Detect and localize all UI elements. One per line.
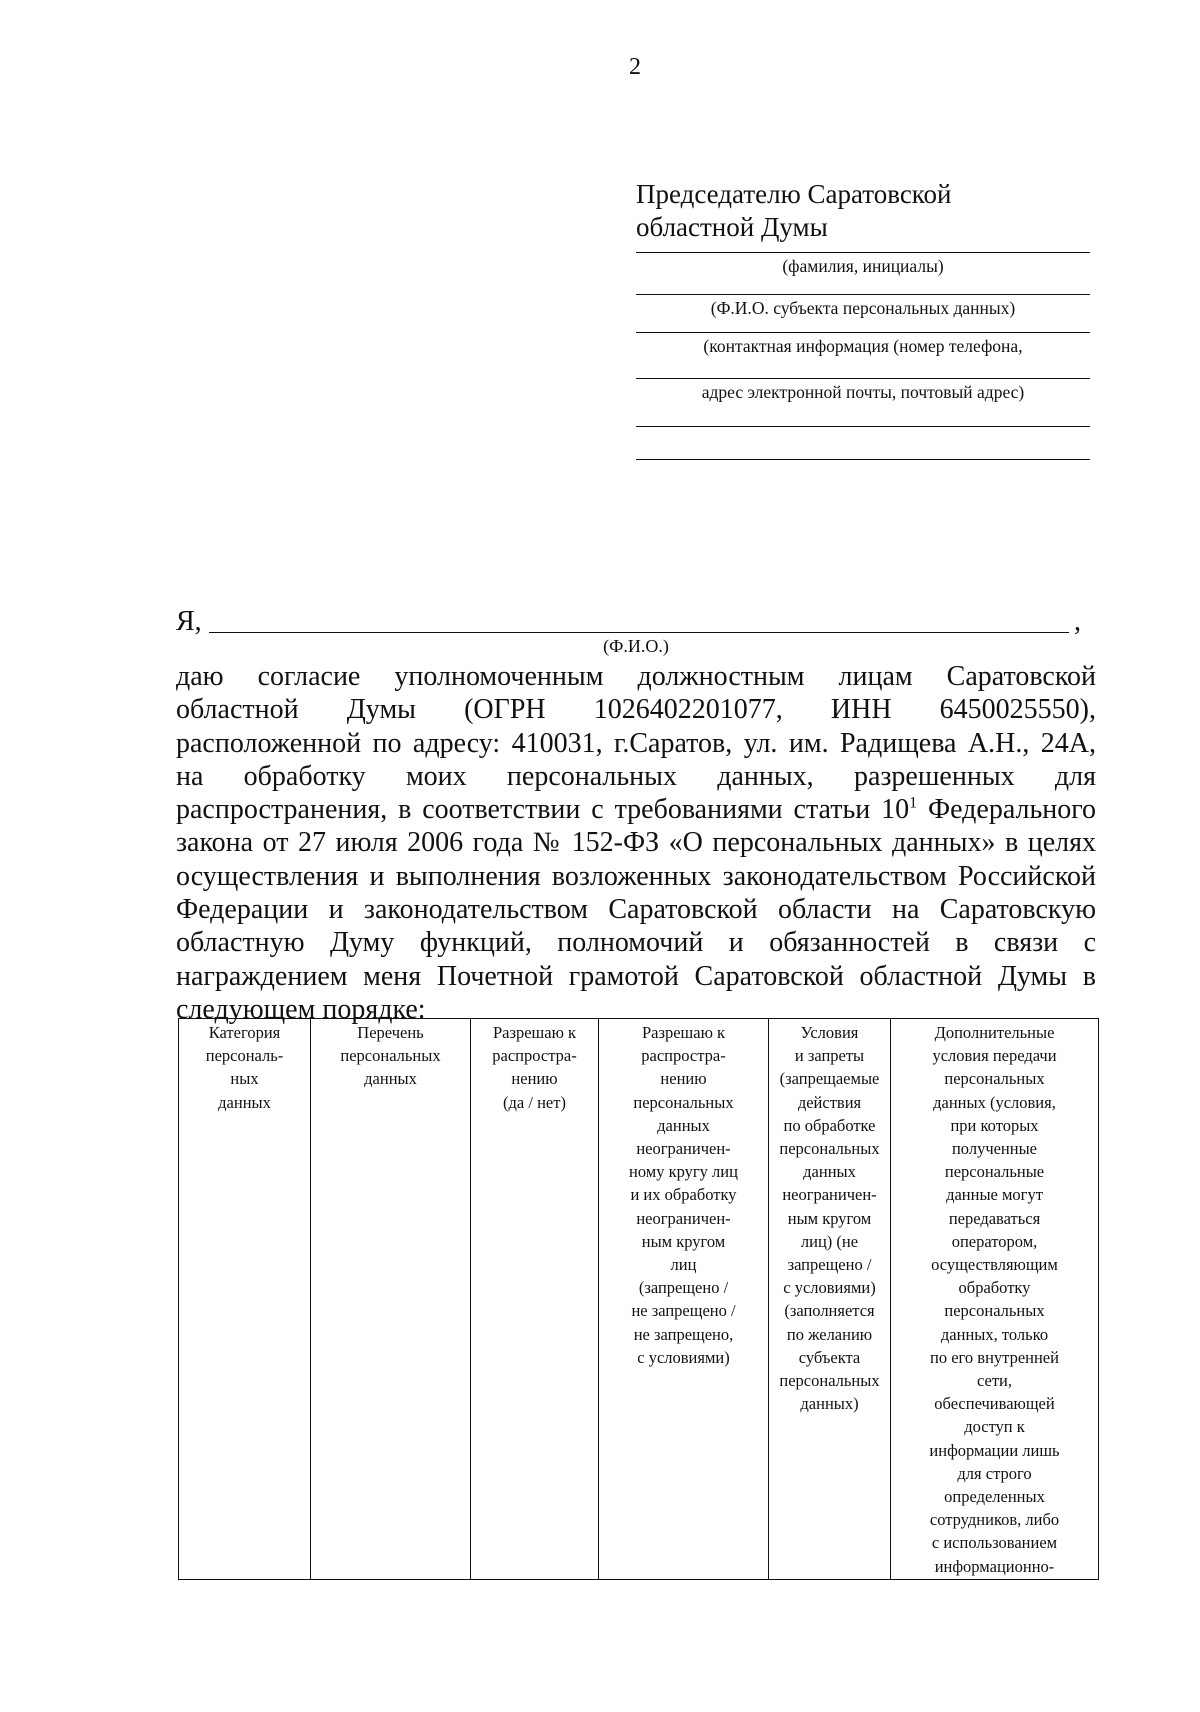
- consent-line: даю согласие уполномоченным должностным лицам Саратовской: [176, 661, 1096, 692]
- extra-field-2[interactable]: [636, 459, 1090, 460]
- header-permit-label: Разрешаю к распростра- нению (да / нет): [492, 1023, 577, 1112]
- header-extra-conditions: [891, 1019, 1099, 1580]
- consent-line: на обработку моих персональных данных, разрешенных для: [176, 760, 1096, 792]
- table-header-row: [179, 1019, 1099, 1580]
- addressee-line-2: областной Думы: [636, 212, 828, 242]
- consent-line: областную Думу функций, полномочий и обязанностей в связи с: [176, 927, 1096, 959]
- address-caption: адрес электронной почты, почтовый адрес): [701, 382, 1025, 402]
- header-data-list: [311, 1019, 471, 1580]
- article-superscript: 1: [909, 794, 918, 812]
- consent-line-law: [176, 793, 1096, 826]
- fio-caption: (Ф.И.О.): [603, 636, 669, 656]
- personal-data-table: [178, 1018, 1099, 1580]
- surname-initials-caption: (фамилия, инициалы): [782, 256, 944, 276]
- consent-line: расположенной по адресу: 410031, г.Саратов, ул. им. Радищева А.Н., 24А,: [176, 727, 1096, 759]
- header-permit-unlimited: [599, 1019, 769, 1580]
- consent-line: закона от 27 июля 2006 года № 152-ФЗ «О персональных данных» в целях: [176, 827, 1096, 859]
- declarant-fio-field[interactable]: [209, 632, 1069, 633]
- header-permit: [471, 1019, 599, 1580]
- subject-fio-caption: (Ф.И.О. субъекта персональных данных): [710, 298, 1016, 318]
- declarant-comma: ,: [1074, 606, 1081, 637]
- consent-line: осуществления и выполнения возложенных законодательством Российской: [176, 860, 1096, 892]
- addressee-line-1: Председателю Саратовской: [636, 179, 952, 209]
- page-number: 2: [629, 54, 641, 80]
- consent-line: областной Думы (ОГРН 1026402201077, ИНН 6450025550),: [176, 694, 1096, 726]
- header-permit-unlimited-label: Разрешаю к распростра- нению персональных данных неограничен- ному кругу лиц и их обработку неограничен- ным кругом лиц (запрещено / не запрещено / не запрещено, с условиями): [629, 1023, 738, 1367]
- consent-line: Федерации и законодательством Саратовской области на Саратовскую: [176, 894, 1096, 926]
- header-data-list-label: Перечень персональных данных: [340, 1023, 441, 1089]
- consent-line: награждением меня Почетной грамотой Саратовской областной Думы в: [176, 960, 1096, 992]
- declarant-line: [176, 606, 1096, 638]
- declarant-pronoun: Я,: [176, 606, 202, 637]
- consent-line-tail: Федерального: [917, 794, 1097, 826]
- contact-info-caption: (контактная информация (номер телефона,: [703, 336, 1023, 356]
- extra-field-1[interactable]: [636, 426, 1090, 427]
- consent-line: следующем порядке:: [176, 993, 426, 1025]
- header-category-label: Категория персональ- ных данных: [205, 1023, 284, 1112]
- sender-details-form: [636, 252, 1090, 460]
- header-conditions-label: Условия и запреты (запрещаемые действия по обработке персональных данных неограничен- ным кругом лиц) (не запрещено / с условиями) (заполняется по желанию субъекта персональных данных): [779, 1023, 880, 1414]
- header-category: [179, 1019, 311, 1580]
- header-conditions: [769, 1019, 891, 1580]
- consent-line: распространения, в соответствии с требованиями статьи 10: [176, 794, 910, 826]
- header-extra-conditions-label: Дополнительные условия передачи персональных данных (условия, при которых полученные персональные данные могут передаваться оператором, осуществляющим обработку персональных данных, только по его внутренней сети, обеспечивающей доступ к информации лишь для строго определенных сотрудников, либо с использованием информационно-: [929, 1023, 1060, 1576]
- addressee: [636, 178, 952, 244]
- consent-paragraph: [176, 660, 1096, 1026]
